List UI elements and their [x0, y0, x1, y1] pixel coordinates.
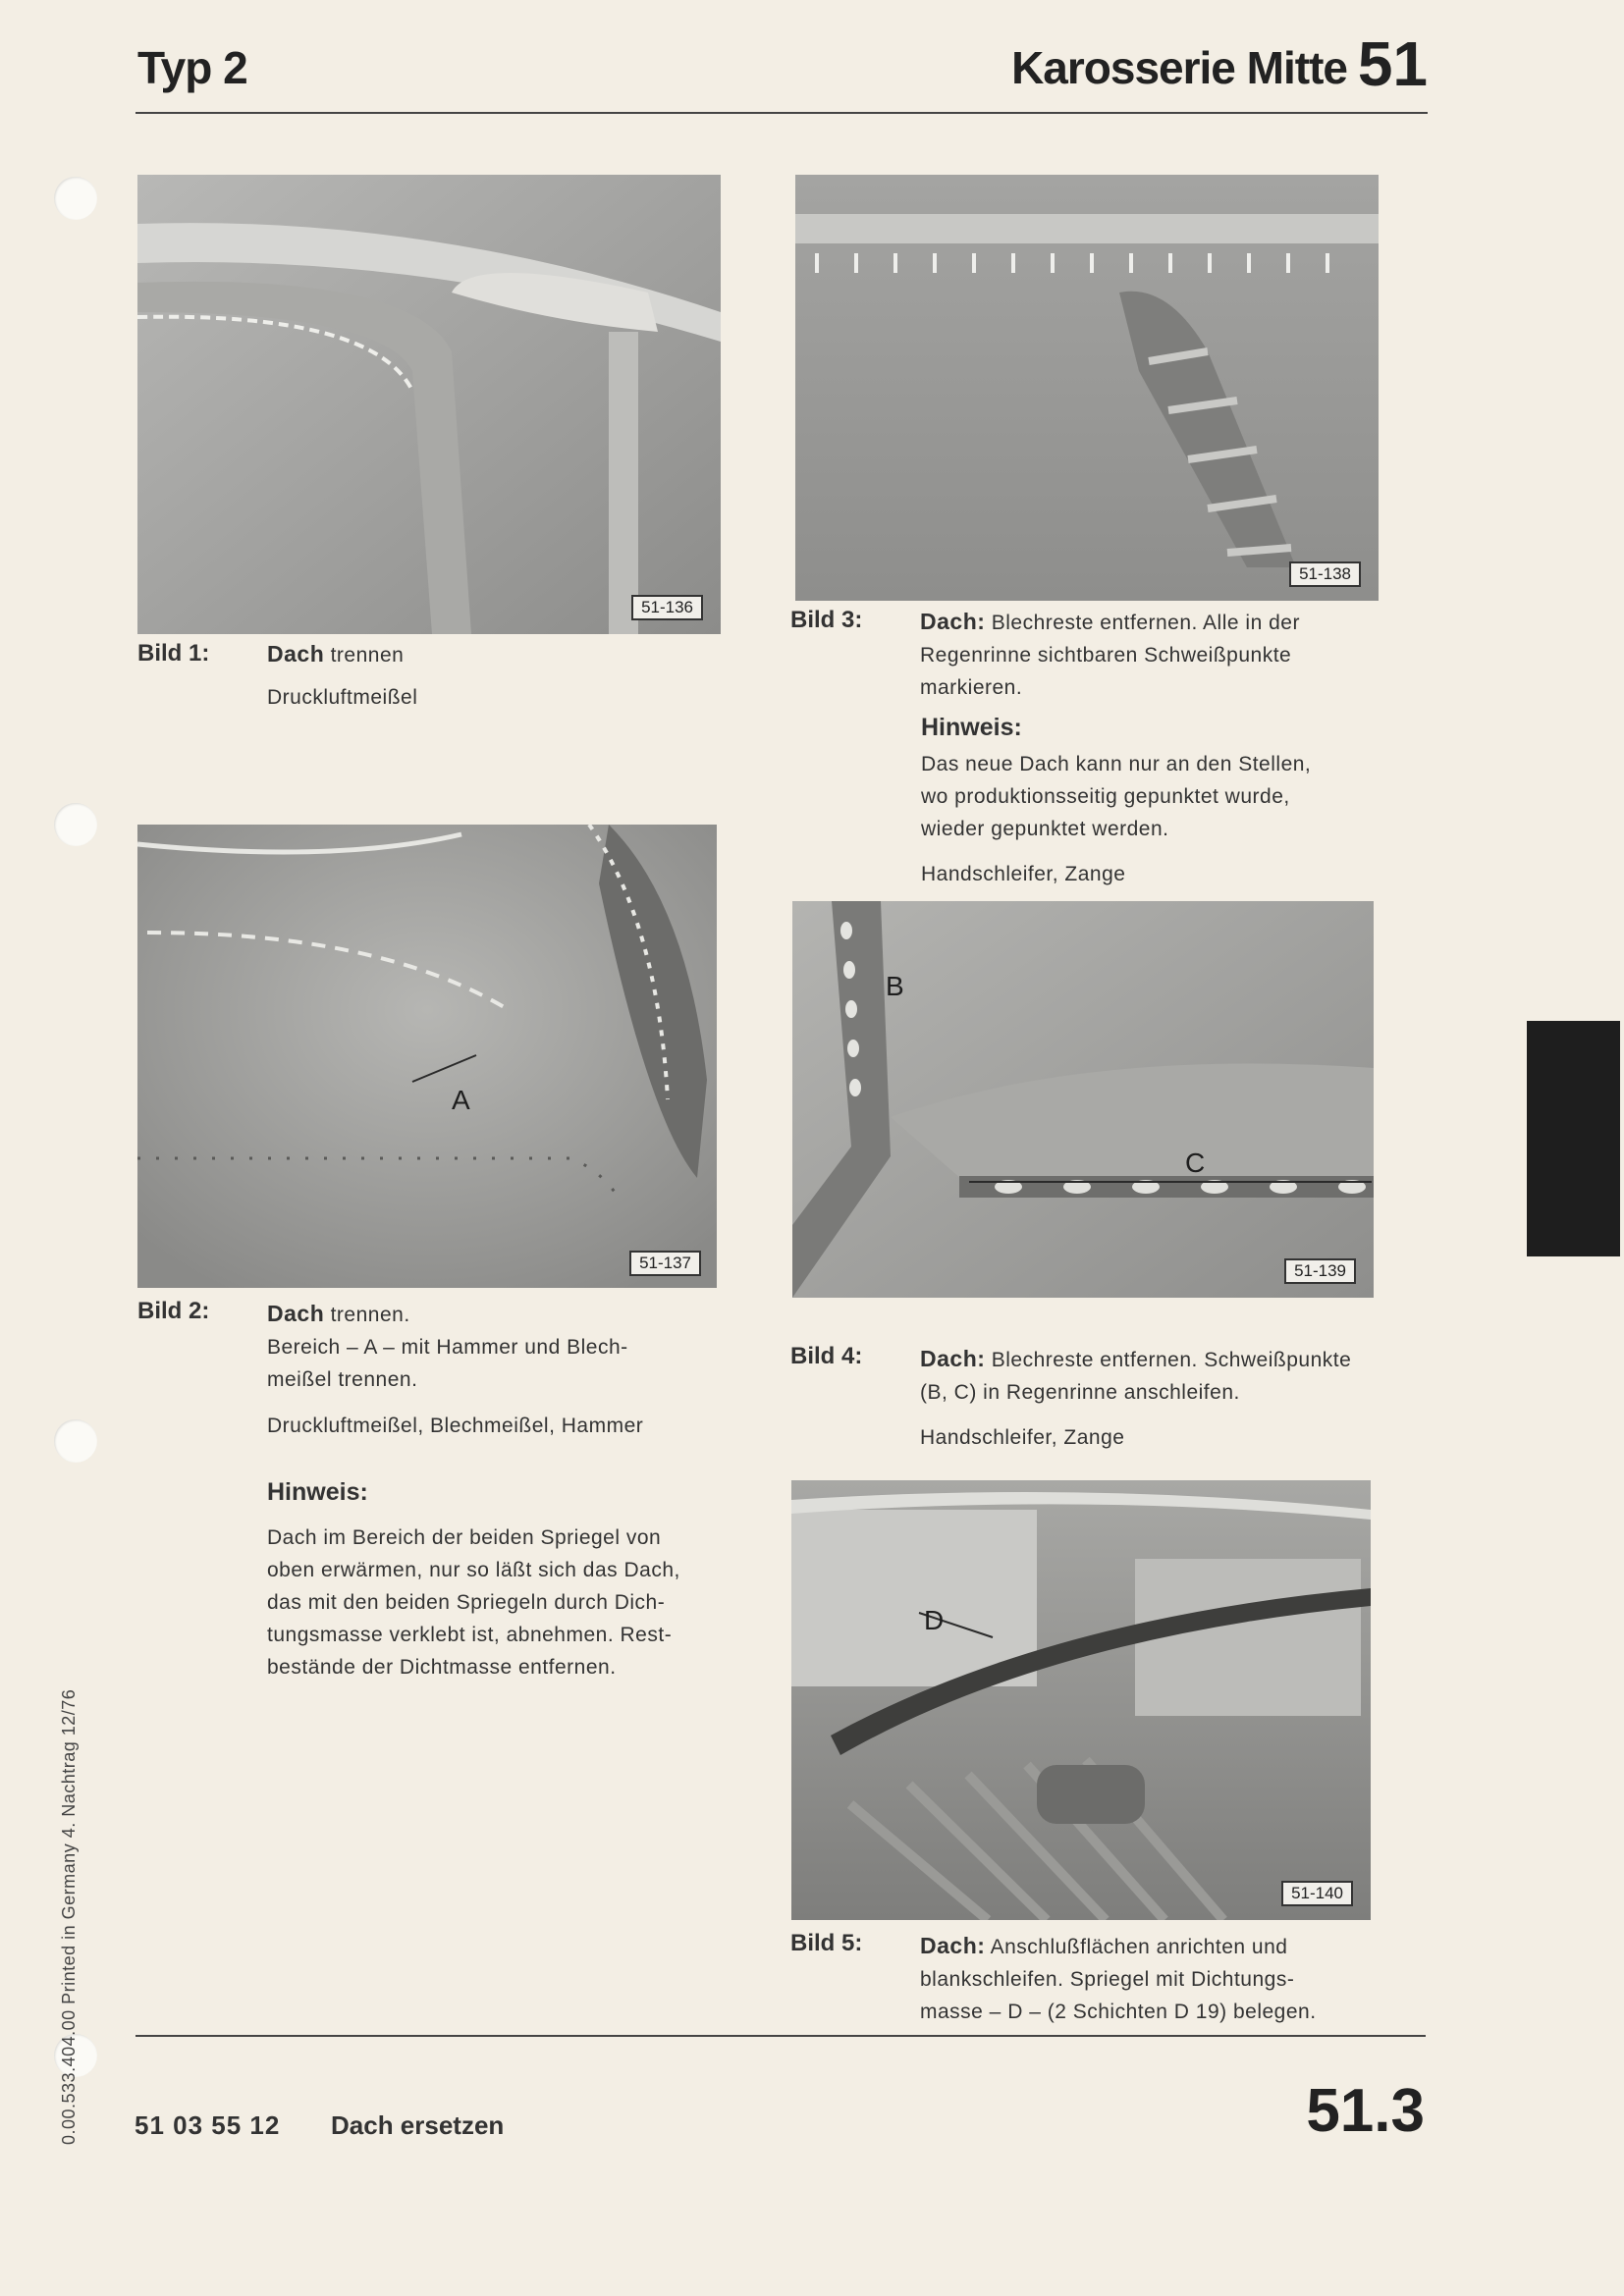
- print-info: 0.00.533.404.00 Printed in Germany 4. Nachtrag 12/76: [59, 1688, 79, 2145]
- callout-a: A: [452, 1085, 470, 1115]
- callout-b: B: [886, 971, 904, 1001]
- caption-label: Bild 1:: [137, 640, 210, 667]
- footer-title: Dach ersetzen: [331, 2110, 505, 2140]
- header-type: Typ 2: [137, 42, 247, 93]
- photo-bild1: [137, 175, 721, 634]
- hinweis-line: tungsmasse verklebt ist, abnehmen. Rest-: [267, 1624, 673, 1646]
- punch-hole: [54, 803, 97, 846]
- caption-line: Blechreste entfernen. Alle in der: [991, 612, 1300, 634]
- caption-tools: Handschleifer, Zange: [920, 1426, 1125, 1449]
- caption-text: [920, 1343, 1440, 1409]
- caption-line: (B, C) in Regenrinne anschleifen.: [920, 1381, 1240, 1404]
- hinweis-line: bestände der Dichtmasse entfernen.: [267, 1656, 617, 1679]
- hinweis-title: Hinweis:: [267, 1478, 368, 1506]
- photo-bild3: [795, 175, 1379, 601]
- caption-line: masse – D – (2 Schichten D 19) belegen.: [920, 2001, 1317, 2023]
- hinweis-line: Dach im Bereich der beiden Spriegel von: [267, 1526, 662, 1549]
- page-number: 51.3: [1306, 2077, 1425, 2145]
- header-rule: [135, 112, 1428, 114]
- photo-bild4: [792, 901, 1374, 1298]
- caption-title: Dach:: [920, 1346, 986, 1371]
- caption-line: trennen.: [330, 1304, 410, 1326]
- photo-bild5: [791, 1480, 1371, 1920]
- caption-label: Bild 3:: [790, 607, 863, 633]
- footer-code: 51 03 55 12: [135, 2110, 281, 2140]
- hinweis-line: wieder gepunktet werden.: [921, 818, 1169, 840]
- caption-line: markieren.: [920, 676, 1023, 699]
- hinweis-text: [921, 748, 1432, 845]
- hinweis-title: Hinweis:: [921, 714, 1022, 741]
- caption-text: [920, 606, 1431, 704]
- footer-rule: [135, 2035, 1426, 2037]
- caption-line: Blechreste entfernen. Schweißpunkte: [991, 1349, 1352, 1371]
- caption-line: Anschlußflächen anrichten und: [990, 1936, 1288, 1958]
- caption-line: meißel trennen.: [267, 1368, 418, 1391]
- figure-tag: 51-140: [1281, 1881, 1353, 1906]
- caption-label: Bild 4:: [790, 1343, 863, 1369]
- callout-c: C: [1185, 1148, 1206, 1178]
- header-section-number: 51: [1357, 28, 1428, 99]
- caption-label: Bild 5:: [790, 1930, 863, 1956]
- figure-tag: 51-138: [1289, 561, 1361, 587]
- hinweis-line: das mit den beiden Spriegeln durch Dich-: [267, 1591, 666, 1614]
- punch-hole: [54, 1419, 97, 1463]
- caption-body: trennen: [330, 644, 405, 667]
- hinweis-line: Das neue Dach kann nur an den Stellen,: [921, 753, 1312, 775]
- caption-tools: Druckluftmeißel, Blechmeißel, Hammer: [267, 1415, 644, 1437]
- caption-title: Dach: [267, 1301, 325, 1326]
- caption-line: blankschleifen. Spriegel mit Dichtungs-: [920, 1968, 1295, 1991]
- hinweis-line: oben erwärmen, nur so läßt sich das Dach,: [267, 1559, 680, 1581]
- caption-title: Dach:: [920, 609, 986, 634]
- caption-text: [267, 638, 404, 671]
- caption-line: Bereich – A – mit Hammer und Blech-: [267, 1336, 628, 1359]
- figure-tag: 51-139: [1284, 1258, 1356, 1284]
- caption-title: Dach:: [920, 1933, 986, 1958]
- photo-bild2: [137, 825, 717, 1288]
- hinweis-text: [267, 1522, 778, 1683]
- caption-tools: Druckluftmeißel: [267, 686, 418, 709]
- caption-label: Bild 2:: [137, 1298, 210, 1324]
- header-section-title: Karosserie Mitte: [1011, 42, 1347, 93]
- callout-d: D: [924, 1605, 945, 1635]
- caption-text: [267, 1298, 758, 1396]
- section-index-tab: [1527, 1021, 1620, 1256]
- punch-hole: [54, 177, 97, 220]
- figure-tag: 51-136: [631, 595, 703, 620]
- caption-text: [920, 1930, 1440, 2028]
- caption-title: Dach: [267, 641, 325, 667]
- hinweis-line: wo produktionsseitig gepunktet wurde,: [921, 785, 1290, 808]
- caption-tools: Handschleifer, Zange: [921, 863, 1126, 885]
- figure-tag: 51-137: [629, 1251, 701, 1276]
- caption-line: Regenrinne sichtbaren Schweißpunkte: [920, 644, 1292, 667]
